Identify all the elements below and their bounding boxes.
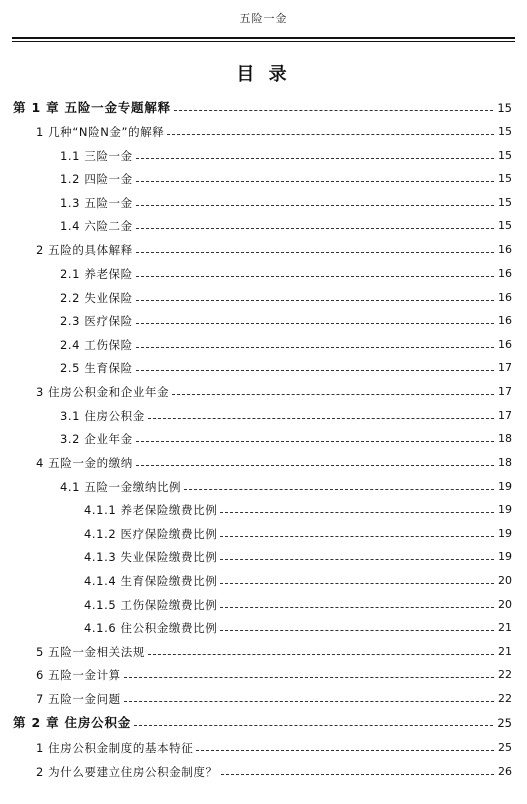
toc-section[interactable] — [36, 383, 512, 401]
toc-page-number: 20 — [498, 574, 512, 587]
dot-leader — [220, 583, 494, 584]
toc-entry-label: 3.2 企业年金 — [60, 432, 133, 446]
dot-leader — [136, 347, 494, 348]
dot-leader — [220, 630, 494, 631]
toc-entry-label: 4.1.5 工伤保险缴费比例 — [84, 598, 218, 612]
toc-subsubsection[interactable] — [84, 572, 512, 590]
toc-subsection[interactable] — [60, 407, 512, 425]
dot-leader — [220, 607, 494, 608]
toc-entry-label: 6 五险一金计算 — [36, 668, 121, 682]
toc-subsection[interactable] — [60, 312, 512, 330]
toc-page-number: 19 — [498, 480, 512, 493]
dot-leader — [174, 110, 493, 111]
toc-entry-label: 4.1.4 生育保险缴费比例 — [84, 574, 218, 588]
toc-page-number: 18 — [498, 432, 512, 445]
toc-entry-label: 4.1.2 医疗保险缴费比例 — [84, 527, 218, 541]
toc-page-number: 22 — [498, 668, 512, 681]
toc-section[interactable] — [36, 241, 512, 259]
toc-title: 目 录 — [236, 64, 291, 85]
dot-leader — [220, 536, 494, 537]
toc-page-number: 15 — [498, 219, 512, 232]
toc-entry-label: 2.4 工伤保险 — [60, 338, 133, 352]
toc-section[interactable] — [36, 454, 512, 472]
toc-page-number: 19 — [498, 503, 512, 516]
header-rule-thin — [12, 41, 515, 42]
toc-entry-label: 第 1 章 五险一金专题解释 — [13, 100, 171, 115]
toc-section[interactable] — [36, 739, 512, 757]
toc-page-number: 19 — [498, 550, 512, 563]
toc-subsection[interactable] — [60, 359, 512, 377]
toc-entry-label: 第 2 章 住房公积金 — [13, 715, 132, 730]
toc-subsection[interactable] — [60, 194, 512, 212]
dot-leader — [124, 701, 494, 702]
toc-entry-label: 4.1.3 失业保险缴费比例 — [84, 550, 218, 564]
toc-page-number: 17 — [498, 409, 512, 422]
dot-leader — [134, 725, 493, 726]
dot-leader — [136, 158, 494, 159]
toc-entry-label: 2 五险的具体解释 — [36, 243, 133, 257]
toc-section[interactable] — [36, 666, 512, 684]
dot-leader — [184, 489, 494, 490]
toc-section[interactable] — [36, 123, 512, 141]
header-rule-thick — [12, 37, 515, 39]
toc-entry-label: 2.2 失业保险 — [60, 291, 133, 305]
dot-leader — [148, 654, 494, 655]
toc-entry-label: 3 住房公积金和企业年金 — [36, 385, 170, 399]
toc-page-number: 16 — [498, 291, 512, 304]
dot-leader — [220, 559, 494, 560]
toc-section[interactable] — [36, 690, 512, 708]
dot-leader — [136, 276, 494, 277]
running-header: 五险一金 — [239, 12, 288, 25]
toc-entry-label: 1.1 三险一金 — [60, 149, 133, 163]
toc-page-number: 16 — [498, 267, 512, 280]
dot-leader — [136, 300, 494, 301]
dot-leader — [172, 394, 494, 395]
toc-page-number: 19 — [498, 527, 512, 540]
toc-entry-label: 4 五险一金的缴纳 — [36, 456, 133, 470]
toc-subsection[interactable] — [60, 430, 512, 448]
toc-page-number: 21 — [498, 645, 512, 658]
toc-entry-label: 7 五险一金问题 — [36, 692, 121, 706]
toc-subsection[interactable] — [60, 217, 512, 235]
dot-leader — [136, 228, 494, 229]
dot-leader — [136, 465, 494, 466]
dot-leader — [220, 512, 494, 513]
toc-page-number: 16 — [498, 243, 512, 256]
toc-page-number: 15 — [498, 172, 512, 185]
toc-section[interactable] — [36, 643, 512, 661]
toc-entry-label: 3.1 住房公积金 — [60, 409, 145, 423]
toc-subsection[interactable] — [60, 336, 512, 354]
toc-entry-label: 1 住房公积金制度的基本特征 — [36, 741, 194, 755]
toc-page-number: 22 — [498, 692, 512, 705]
toc-entry-label: 2.5 生育保险 — [60, 361, 133, 375]
toc-subsubsection[interactable] — [84, 596, 512, 614]
dot-leader — [196, 750, 494, 751]
toc-page-number: 15 — [497, 101, 512, 115]
toc-page-number: 15 — [498, 125, 512, 138]
toc-entry-label: 4.1.6 住公积金缴费比例 — [84, 621, 218, 635]
toc-page-number: 21 — [498, 621, 512, 634]
toc-subsection[interactable] — [60, 289, 512, 307]
toc-page-number: 18 — [498, 456, 512, 469]
toc-entry-label: 2 为什么要建立住房公积金制度？ — [36, 765, 218, 779]
toc-subsection[interactable] — [60, 147, 512, 165]
dot-leader — [167, 134, 494, 135]
toc-subsection[interactable] — [60, 478, 512, 496]
toc-entry-label: 2.1 养老保险 — [60, 267, 133, 281]
toc-page-number: 25 — [498, 741, 512, 754]
toc-entry-label: 1.2 四险一金 — [60, 172, 133, 186]
toc-page-number: 25 — [497, 716, 512, 730]
toc-chapter[interactable] — [13, 714, 512, 732]
toc-page-number: 16 — [498, 338, 512, 351]
toc-page-number: 17 — [498, 361, 512, 374]
toc-entry-label: 1 几种“N险N金”的解释 — [36, 125, 165, 139]
toc-page-number: 15 — [498, 149, 512, 162]
toc-page-number: 17 — [498, 385, 512, 398]
dot-leader — [136, 370, 494, 371]
dot-leader — [136, 181, 494, 182]
toc-subsubsection[interactable] — [84, 501, 512, 519]
toc-chapter[interactable] — [13, 99, 512, 117]
dot-leader — [148, 418, 494, 419]
dot-leader — [136, 441, 494, 442]
toc-page-number: 20 — [498, 598, 512, 611]
dot-leader — [136, 323, 494, 324]
dot-leader — [124, 677, 494, 678]
toc-entry-label: 1.3 五险一金 — [60, 196, 133, 210]
toc-page-number: 26 — [498, 765, 512, 778]
toc-page-number: 15 — [498, 196, 512, 209]
toc-subsubsection[interactable] — [84, 525, 512, 543]
toc-subsection[interactable] — [60, 265, 512, 283]
toc-subsubsection[interactable] — [84, 619, 512, 637]
toc-section[interactable] — [36, 763, 512, 781]
toc-entry-label: 4.1 五险一金缴纳比例 — [60, 480, 182, 494]
toc-entry-label: 1.4 六险二金 — [60, 219, 133, 233]
toc-entry-label: 5 五险一金相关法规 — [36, 645, 145, 659]
toc-entry-label: 4.1.1 养老保险缴费比例 — [84, 503, 218, 517]
toc-subsection[interactable] — [60, 170, 512, 188]
toc-subsubsection[interactable] — [84, 548, 512, 566]
toc-entry-label: 2.3 医疗保险 — [60, 314, 133, 328]
dot-leader — [136, 205, 494, 206]
dot-leader — [136, 252, 494, 253]
dot-leader — [221, 774, 494, 775]
toc-page-number: 16 — [498, 314, 512, 327]
